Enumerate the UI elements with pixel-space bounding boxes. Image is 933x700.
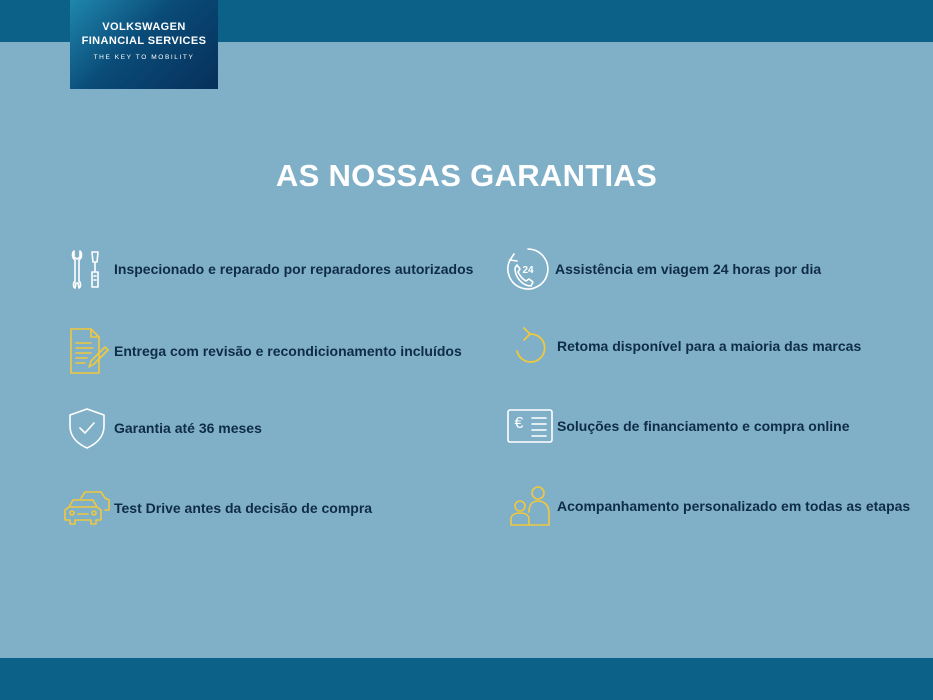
cars-icon (62, 483, 112, 533)
people-icon (505, 481, 555, 531)
phone-24-icon (503, 244, 553, 294)
guarantee-item-delivery-review (62, 326, 462, 376)
svg-text:€: € (514, 415, 524, 432)
guarantee-label: Soluções de financiamento e compra online (557, 418, 850, 434)
guarantee-label: Retoma disponível para a maioria das marcas (557, 338, 862, 354)
guarantee-item-test-drive (62, 483, 372, 533)
guarantee-label: Garantia até 36 meses (114, 420, 262, 436)
guarantee-item-roadside-assistance (503, 244, 821, 294)
guarantee-item-trade-in (505, 321, 861, 371)
logo-line1: VOLKSWAGEN (102, 21, 186, 33)
euro-document-icon (505, 401, 555, 451)
guarantee-label: Test Drive antes da decisão de compra (114, 500, 373, 516)
shield-check-icon (62, 403, 112, 453)
tools-icon (62, 244, 112, 294)
logo-tagline: THE KEY TO MOBILITY (93, 54, 195, 61)
return-arrow-icon (505, 321, 555, 371)
guarantee-item-financing (505, 401, 850, 451)
guarantee-item-authorized-repair (62, 244, 473, 294)
document-pen-icon (62, 326, 112, 376)
vwfs-logo[interactable] (70, 0, 218, 89)
guarantee-item-warranty (62, 403, 262, 453)
guarantee-label: Entrega com revisão e recondicionamento incluídos (114, 343, 462, 359)
guarantee-label: Acompanhamento personalizado em todas as etapas (557, 498, 911, 514)
svg-text:24: 24 (522, 265, 534, 276)
page-title: AS NOSSAS GARANTIAS (275, 158, 658, 193)
bottom-bar (0, 658, 933, 700)
guarantee-label: Inspecionado e reparado por reparadores autorizados (114, 261, 474, 277)
guarantee-item-personal-support (505, 481, 910, 531)
guarantee-label: Assistência em viagem 24 horas por dia (555, 261, 822, 277)
logo-line2: FINANCIAL SERVICES (81, 35, 207, 47)
